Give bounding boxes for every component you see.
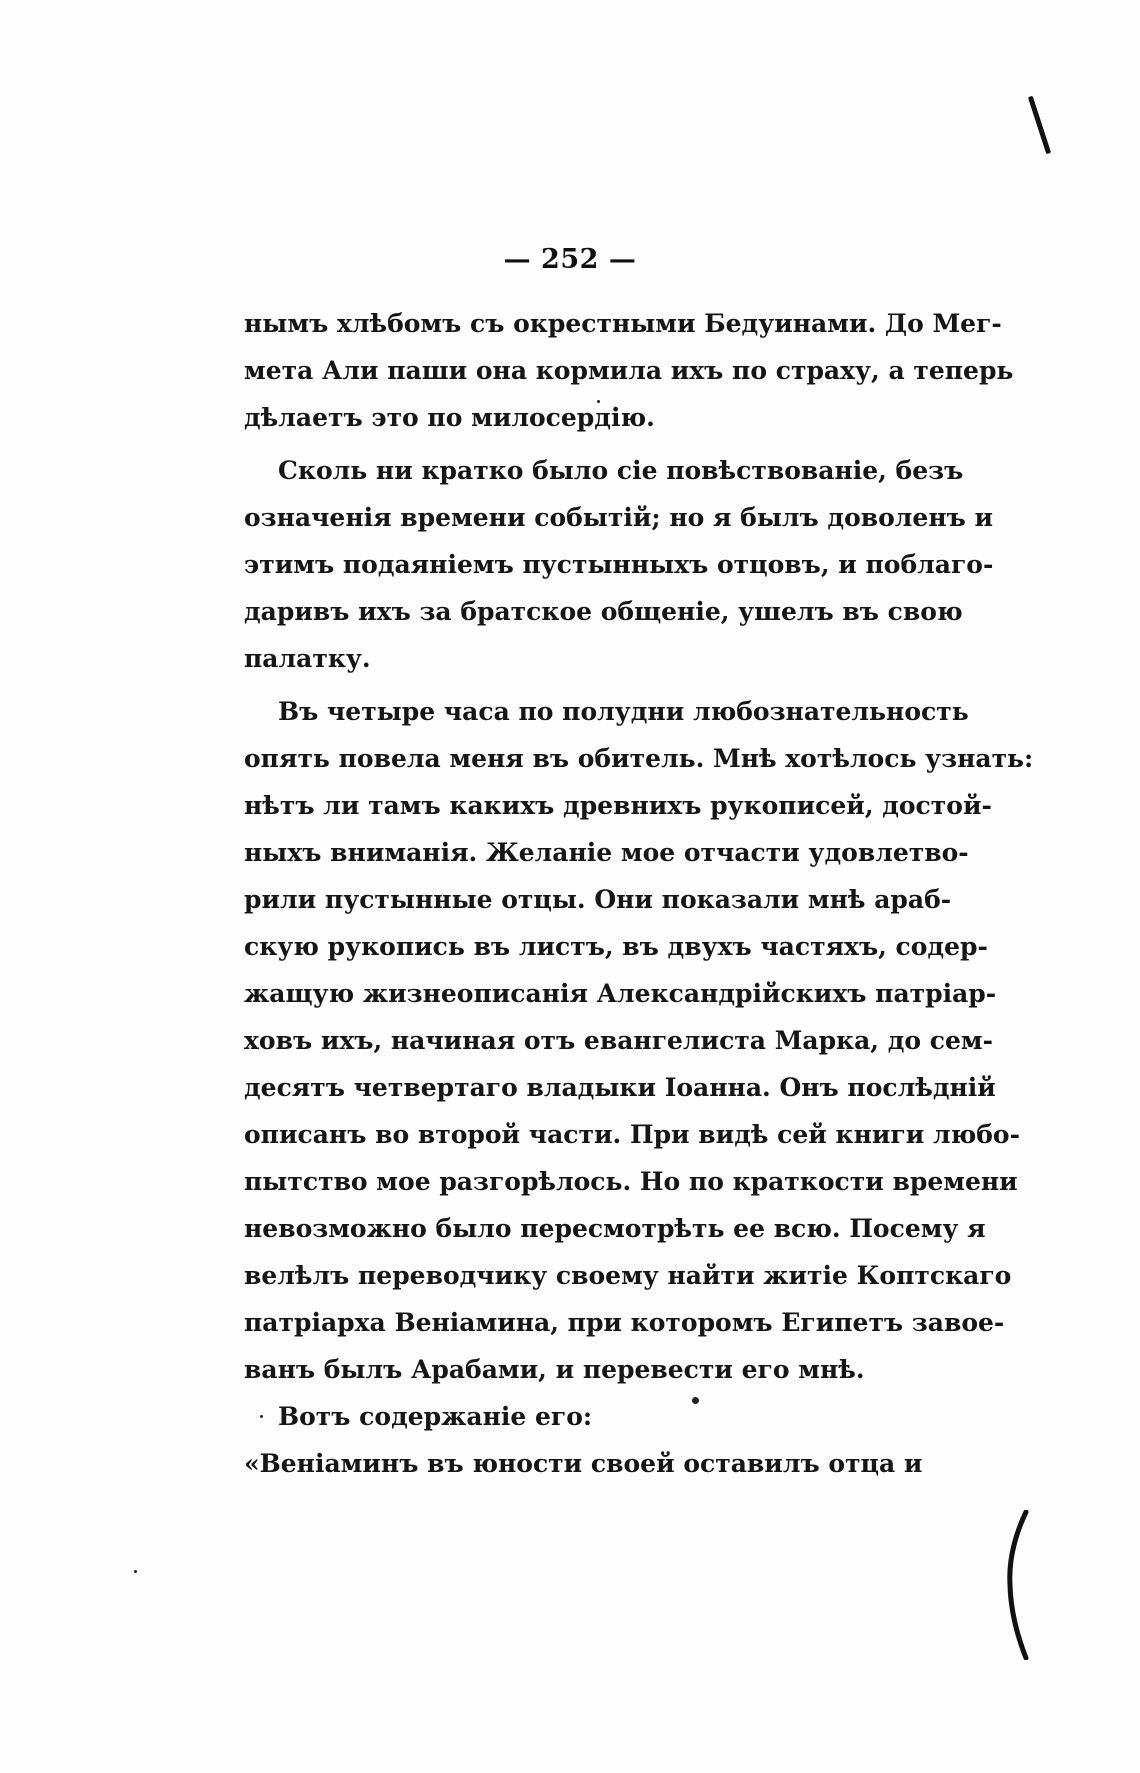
text-line: патріарха Веніамина, при которомъ Египетъ завое- (244, 1308, 1005, 1337)
text-line: Въ четыре часа по полудни любознательность (278, 697, 969, 726)
text-line: нымъ хлѣбомъ съ окрестными Бедуинами. До Мег- (244, 309, 1002, 338)
text-line: мета Али паши она кормила ихъ по страху, а теперь (244, 356, 1014, 385)
text-line: Вотъ содержаніе его: (278, 1402, 593, 1431)
text-line: Сколь ни кратко было сіе повѣствованіе, безъ (278, 456, 964, 485)
text-line: «Веніаминъ въ юности своей оставилъ отца и (244, 1449, 923, 1478)
text-line: описанъ во второй части. При видѣ сей книги любо- (244, 1120, 1020, 1149)
text-line: палатку. (244, 644, 371, 673)
text-line: пытство мое разгорѣлось. Но по краткости времени (244, 1167, 1018, 1196)
text-line: даривъ ихъ за братское общеніе, ушелъ въ свою (244, 597, 963, 626)
body-text (244, 300, 1034, 1487)
text-line: ховъ ихъ, начиная отъ евангелиста Марка, до сем- (244, 1026, 993, 1055)
text-line: ванъ былъ Арабами, и перевести его мнѣ. (244, 1355, 865, 1384)
text-line: этимъ подаяніемъ пустынныхъ отцовъ, и поблаго- (244, 550, 994, 579)
scan-edge-mark (1028, 96, 1051, 155)
text-line: опять повела меня въ обитель. Мнѣ хотѣлось узнать: (244, 744, 1034, 773)
text-line: нѣтъ ли тамъ какихъ древнихъ рукописей, достой- (244, 791, 992, 820)
text-line: рили пустынные отцы. Они показали мнѣ араб- (244, 885, 952, 914)
scan-speck (134, 1570, 137, 1573)
text-line: невозможно было пересмотрѣть ее всю. Посему я (244, 1214, 986, 1243)
text-line: велѣлъ переводчику своему найти житіе Коптскаго (244, 1261, 1012, 1290)
text-line: скую рукопись въ листъ, въ двухъ частяхъ, содер- (244, 932, 988, 961)
text-line: жащую жизнеописанія Александрійскихъ патріар- (244, 979, 997, 1008)
text-line: дѣлаетъ это по милосердію. (244, 403, 655, 432)
text-line: означенія времени событій; но я былъ доволенъ и (244, 503, 994, 532)
text-line: десятъ четвертаго владыки Іоанна. Онъ послѣдній (244, 1073, 996, 1102)
text-line: ныхъ вниманія. Желаніе мое отчасти удовлетво- (244, 838, 969, 867)
page-number: — 252 — (503, 244, 637, 275)
scan-bracket-mark (1002, 1510, 1030, 1660)
